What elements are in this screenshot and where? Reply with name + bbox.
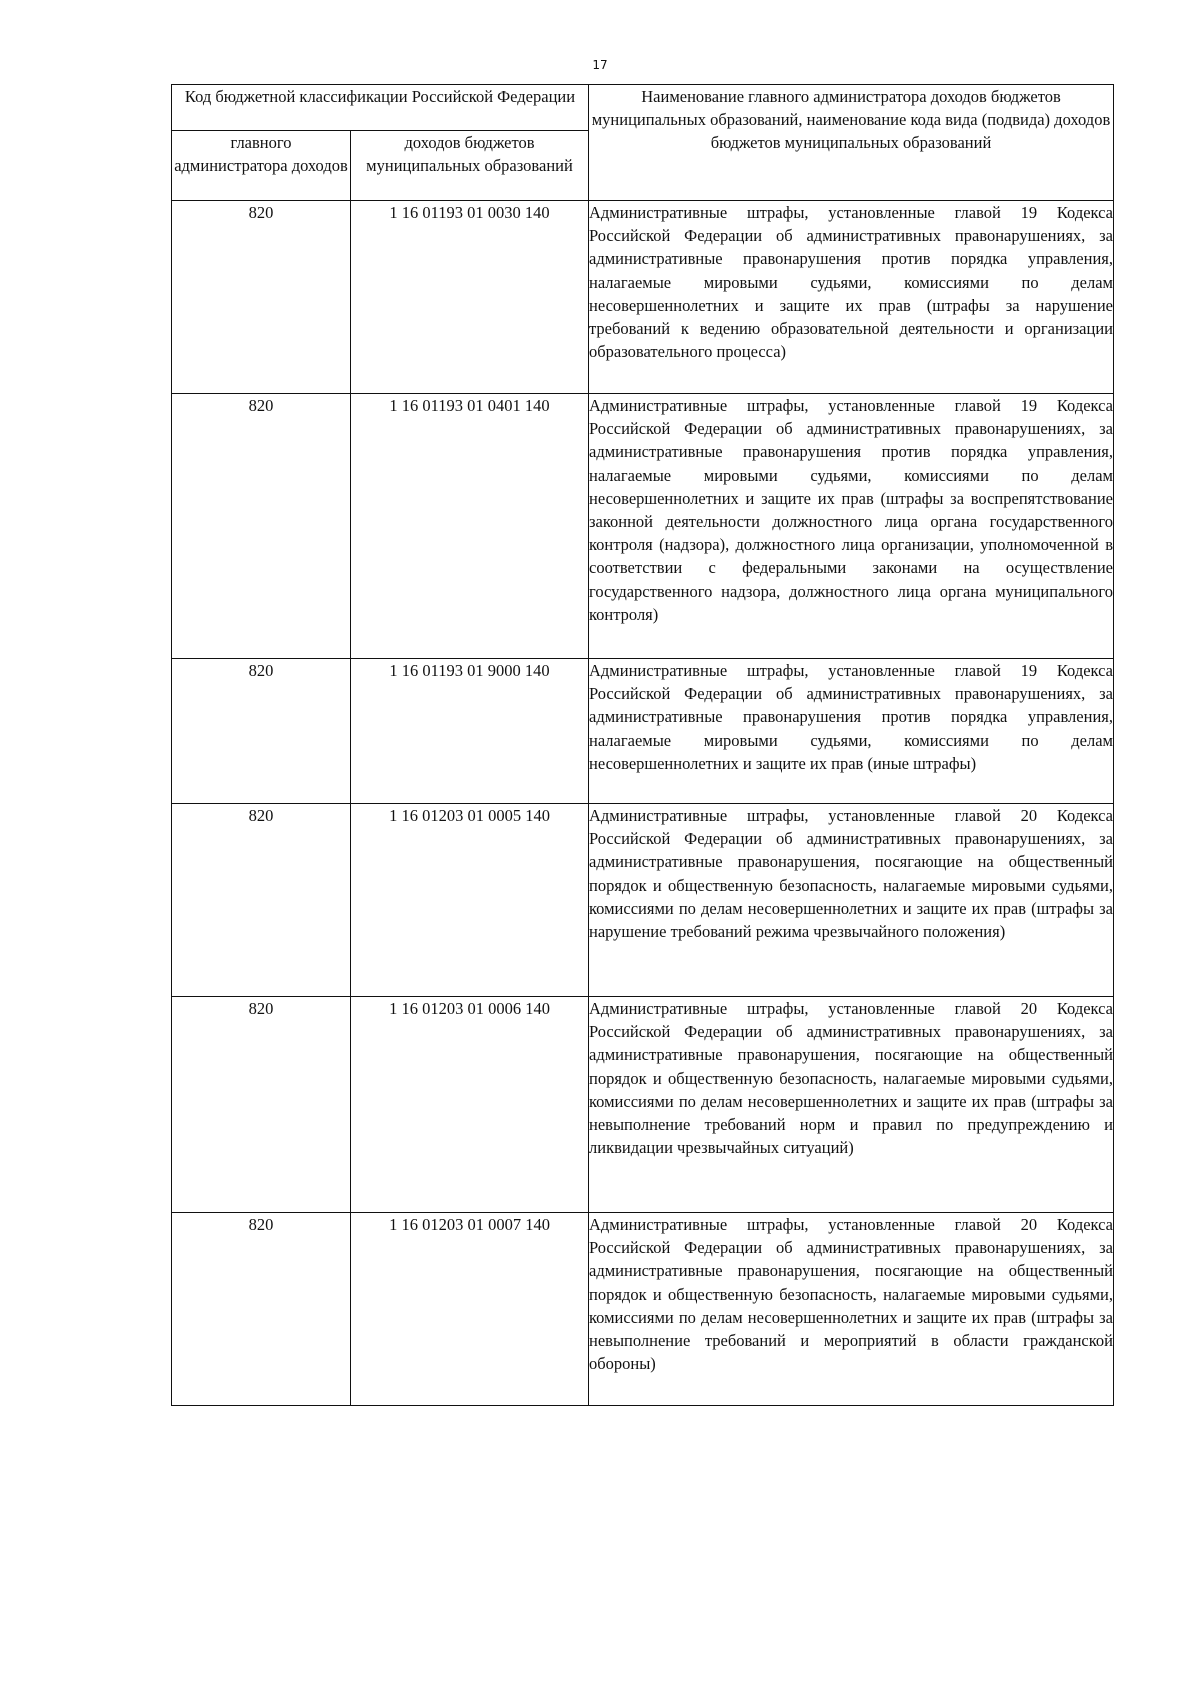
cell-admin-code: 820 <box>172 804 351 997</box>
table-row <box>172 1213 1114 1406</box>
cell-income-code: 1 16 01203 01 0005 140 <box>351 804 589 997</box>
cell-income-name: Административные штрафы, установленные главой 19 Кодекса Российской Федерации об административных правонарушениях, за административные правонарушения против порядка управления, налагаемые мировыми судьями, комиссиями по делам несовершеннолетних и защите их прав (штрафы за воспрепятствование законной деятельности должностного лица органа государственного контроля (надзора), должностного лица организации, уполномоченной в соответствии с федеральными законами на осуществление государственного надзора, должностного лица органа муниципального контроля) <box>589 394 1114 659</box>
page-number: 17 <box>592 58 608 72</box>
header-budget-classification-code: Код бюджетной классификации Российской Федерации <box>172 85 589 131</box>
cell-income-name: Административные штрафы, установленные главой 19 Кодекса Российской Федерации об административных правонарушениях, за административные правонарушения против порядка управления, налагаемые мировыми судьями, комиссиями по делам несовершеннолетних и защите их прав (штрафы за нарушение требований к ведению образовательной деятельности и организации образовательного процесса) <box>589 201 1114 394</box>
cell-income-name: Административные штрафы, установленные главой 20 Кодекса Российской Федерации об административных правонарушениях, за административные правонарушения, посягающие на общественный порядок и общественную безопасность, налагаемые мировыми судьями, комиссиями по делам несовершеннолетних и защите их прав (штрафы за нарушение требований режима чрезвычайного положения) <box>589 804 1114 997</box>
header-name-column: Наименование главного администратора доходов бюджетов муниципальных образований, наименование кода вида (подвида) доходов бюджетов муниципальных образований <box>589 85 1114 201</box>
table-row <box>172 659 1114 804</box>
table-row <box>172 804 1114 997</box>
header-code-column: доходов бюджетов муниципальных образований <box>351 131 589 201</box>
header-admin-column: главного администратора доходов <box>172 131 351 201</box>
cell-admin-code: 820 <box>172 997 351 1213</box>
cell-income-name: Административные штрафы, установленные главой 20 Кодекса Российской Федерации об административных правонарушениях, за административные правонарушения, посягающие на общественный порядок и общественную безопасность, налагаемые мировыми судьями, комиссиями по делам несовершеннолетних и защите их прав (штрафы за невыполнение требований и мероприятий в области гражданской обороны) <box>589 1213 1114 1406</box>
table-header <box>172 85 1114 201</box>
cell-income-code: 1 16 01193 01 0401 140 <box>351 394 589 659</box>
cell-income-name: Административные штрафы, установленные главой 19 Кодекса Российской Федерации об административных правонарушениях, за административные правонарушения против порядка управления, налагаемые мировыми судьями, комиссиями по делам несовершеннолетних и защите их прав (иные штрафы) <box>589 659 1114 804</box>
budget-classification-table <box>171 84 1114 1406</box>
cell-income-code: 1 16 01203 01 0007 140 <box>351 1213 589 1406</box>
cell-admin-code: 820 <box>172 201 351 394</box>
table-row <box>172 997 1114 1213</box>
cell-income-name: Административные штрафы, установленные главой 20 Кодекса Российской Федерации об административных правонарушениях, за административные правонарушения, посягающие на общественный порядок и общественную безопасность, налагаемые мировыми судьями, комиссиями по делам несовершеннолетних и защите их прав (штрафы за невыполнение требований норм и правил по предупреждению и ликвидации чрезвычайных ситуаций) <box>589 997 1114 1213</box>
cell-admin-code: 820 <box>172 394 351 659</box>
table-body <box>172 201 1114 1406</box>
cell-income-code: 1 16 01193 01 9000 140 <box>351 659 589 804</box>
cell-admin-code: 820 <box>172 1213 351 1406</box>
cell-admin-code: 820 <box>172 659 351 804</box>
cell-income-code: 1 16 01193 01 0030 140 <box>351 201 589 394</box>
cell-income-code: 1 16 01203 01 0006 140 <box>351 997 589 1213</box>
table-row <box>172 394 1114 659</box>
table-row <box>172 201 1114 394</box>
